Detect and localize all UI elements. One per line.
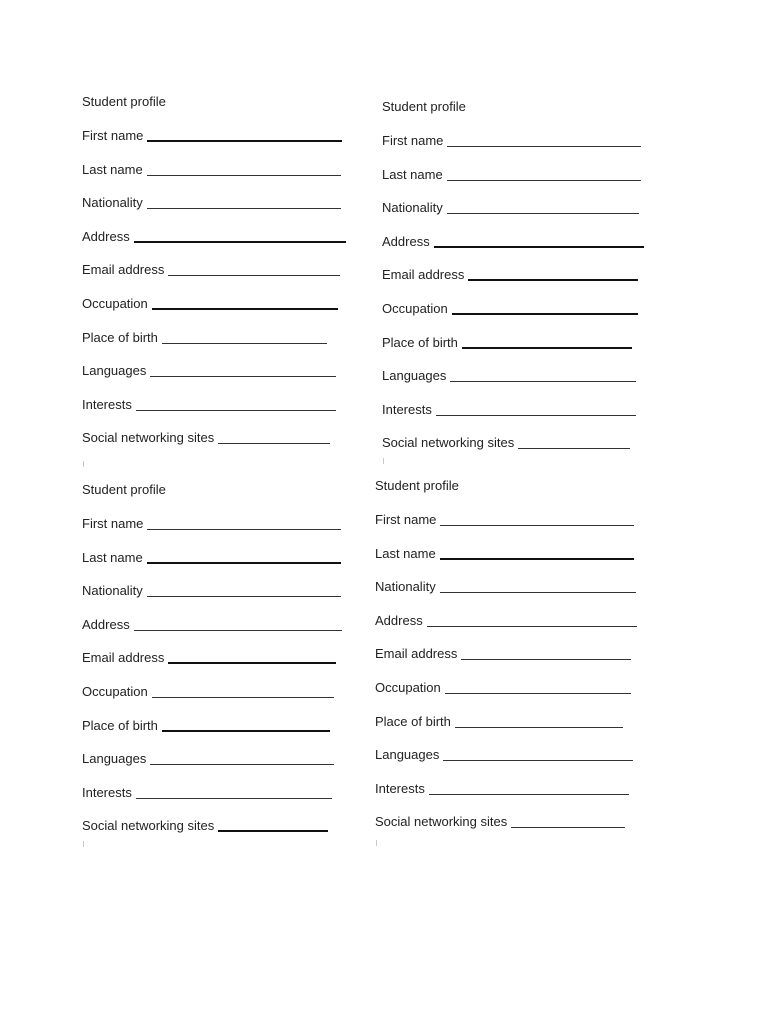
field-email-address [375,646,665,662]
field-label: Occupation [82,683,148,699]
field-place-of-birth [82,330,372,346]
blank-line[interactable] [134,241,346,243]
field-label: Address [82,228,130,244]
field-nationality [382,200,672,216]
field-social-networking-sites [375,814,665,830]
field-interests [375,781,665,797]
blank-line[interactable] [162,730,330,732]
blank-line[interactable] [452,313,638,315]
blank-line[interactable] [152,697,334,698]
field-label: Interests [82,784,132,800]
blank-line[interactable] [447,213,639,214]
blank-line[interactable] [218,443,330,444]
field-email-address [82,650,372,666]
blank-line[interactable] [150,764,334,765]
card-title: Student profile [375,478,459,493]
field-last-name [82,550,372,566]
field-label: Email address [82,262,165,278]
field-interests [382,402,672,418]
field-occupation [82,296,372,312]
paragraph-mark [376,840,377,846]
blank-line[interactable] [443,760,633,761]
field-label: Email address [82,650,165,666]
blank-line[interactable] [511,827,625,828]
field-label: Interests [82,396,132,412]
field-first-name [382,133,672,149]
field-label: Interests [375,780,425,796]
blank-line[interactable] [427,626,637,627]
field-occupation [375,680,665,696]
field-label: Nationality [382,200,443,216]
paragraph-mark [383,458,384,464]
field-occupation [82,684,372,700]
student-profile-card [82,94,372,464]
student-profile-card [375,478,665,848]
field-last-name [375,546,665,562]
field-label: First name [375,512,437,527]
field-interests [82,397,372,413]
field-interests [82,785,372,801]
blank-line[interactable] [150,376,336,377]
blank-line[interactable] [162,343,327,344]
blank-line[interactable] [147,140,342,142]
field-label: Last name [82,549,143,565]
blank-line[interactable] [168,275,340,276]
field-label: Social networking sites [382,435,515,451]
blank-line[interactable] [147,529,341,530]
field-nationality [82,583,372,599]
blank-line[interactable] [147,596,341,597]
field-label: Nationality [82,195,143,211]
field-nationality [375,579,665,595]
field-occupation [382,301,672,317]
field-label: Social networking sites [375,814,508,830]
card-title: Student profile [82,94,166,109]
field-label: Email address [375,646,458,662]
field-label: Email address [382,267,465,283]
field-last-name [82,162,372,178]
field-social-networking-sites [382,435,672,451]
blank-line[interactable] [462,347,632,349]
field-label: Place of birth [375,713,451,729]
field-address [82,617,372,633]
blank-line[interactable] [434,246,644,248]
field-address [82,229,372,245]
field-label: Languages [375,747,440,763]
field-social-networking-sites [82,818,372,834]
field-social-networking-sites [82,430,372,446]
card-title: Student profile [82,482,166,497]
blank-line[interactable] [136,798,332,799]
blank-line[interactable] [152,308,338,310]
field-place-of-birth [375,714,665,730]
blank-line[interactable] [445,693,631,694]
blank-line[interactable] [429,794,629,795]
blank-line[interactable] [436,415,636,416]
card-title: Student profile [382,99,466,114]
field-label: First name [82,128,144,143]
blank-line[interactable] [450,381,636,382]
field-first-name [82,516,372,532]
blank-line[interactable] [440,558,634,560]
field-label: Last name [82,161,143,177]
field-label: Occupation [375,679,441,695]
student-profile-card [382,99,672,469]
blank-line[interactable] [168,662,336,664]
field-languages [82,363,372,379]
field-email-address [382,267,672,283]
field-label: Address [82,616,130,632]
field-last-name [382,167,672,183]
field-label: Languages [382,368,447,384]
field-label: Place of birth [82,717,158,733]
field-label: First name [82,516,144,531]
field-languages [382,368,672,384]
student-profile-card [82,482,372,852]
field-label: Social networking sites [82,818,215,834]
field-address [382,234,672,250]
field-label: Address [375,612,423,628]
field-label: First name [382,133,444,148]
field-place-of-birth [82,718,372,734]
blank-line[interactable] [518,448,630,449]
blank-line[interactable] [134,630,342,631]
field-label: Place of birth [82,329,158,345]
field-label: Occupation [382,300,448,316]
field-languages [375,747,665,763]
field-label: Address [382,233,430,249]
blank-line[interactable] [447,180,641,181]
blank-line[interactable] [455,727,623,728]
field-label: Last name [382,166,443,182]
blank-line[interactable] [440,525,634,526]
field-label: Place of birth [382,334,458,350]
field-label: Social networking sites [82,430,215,446]
paragraph-mark [83,461,84,467]
paragraph-mark [83,841,84,847]
field-label: Nationality [82,583,143,599]
blank-line[interactable] [147,208,341,209]
field-label: Languages [82,751,147,767]
blank-line[interactable] [147,562,341,564]
blank-line[interactable] [147,175,341,176]
blank-line[interactable] [136,410,336,411]
field-label: Occupation [82,295,148,311]
blank-line[interactable] [461,659,631,660]
blank-line[interactable] [468,279,638,281]
field-label: Interests [382,401,432,417]
field-label: Nationality [375,579,436,595]
field-email-address [82,262,372,278]
blank-line[interactable] [447,146,641,147]
field-address [375,613,665,629]
field-place-of-birth [382,335,672,351]
blank-line[interactable] [218,830,328,832]
blank-line[interactable] [440,592,636,593]
field-label: Languages [82,363,147,379]
field-languages [82,751,372,767]
field-label: Last name [375,545,436,561]
field-nationality [82,195,372,211]
field-first-name [82,128,372,144]
field-first-name [375,512,665,528]
